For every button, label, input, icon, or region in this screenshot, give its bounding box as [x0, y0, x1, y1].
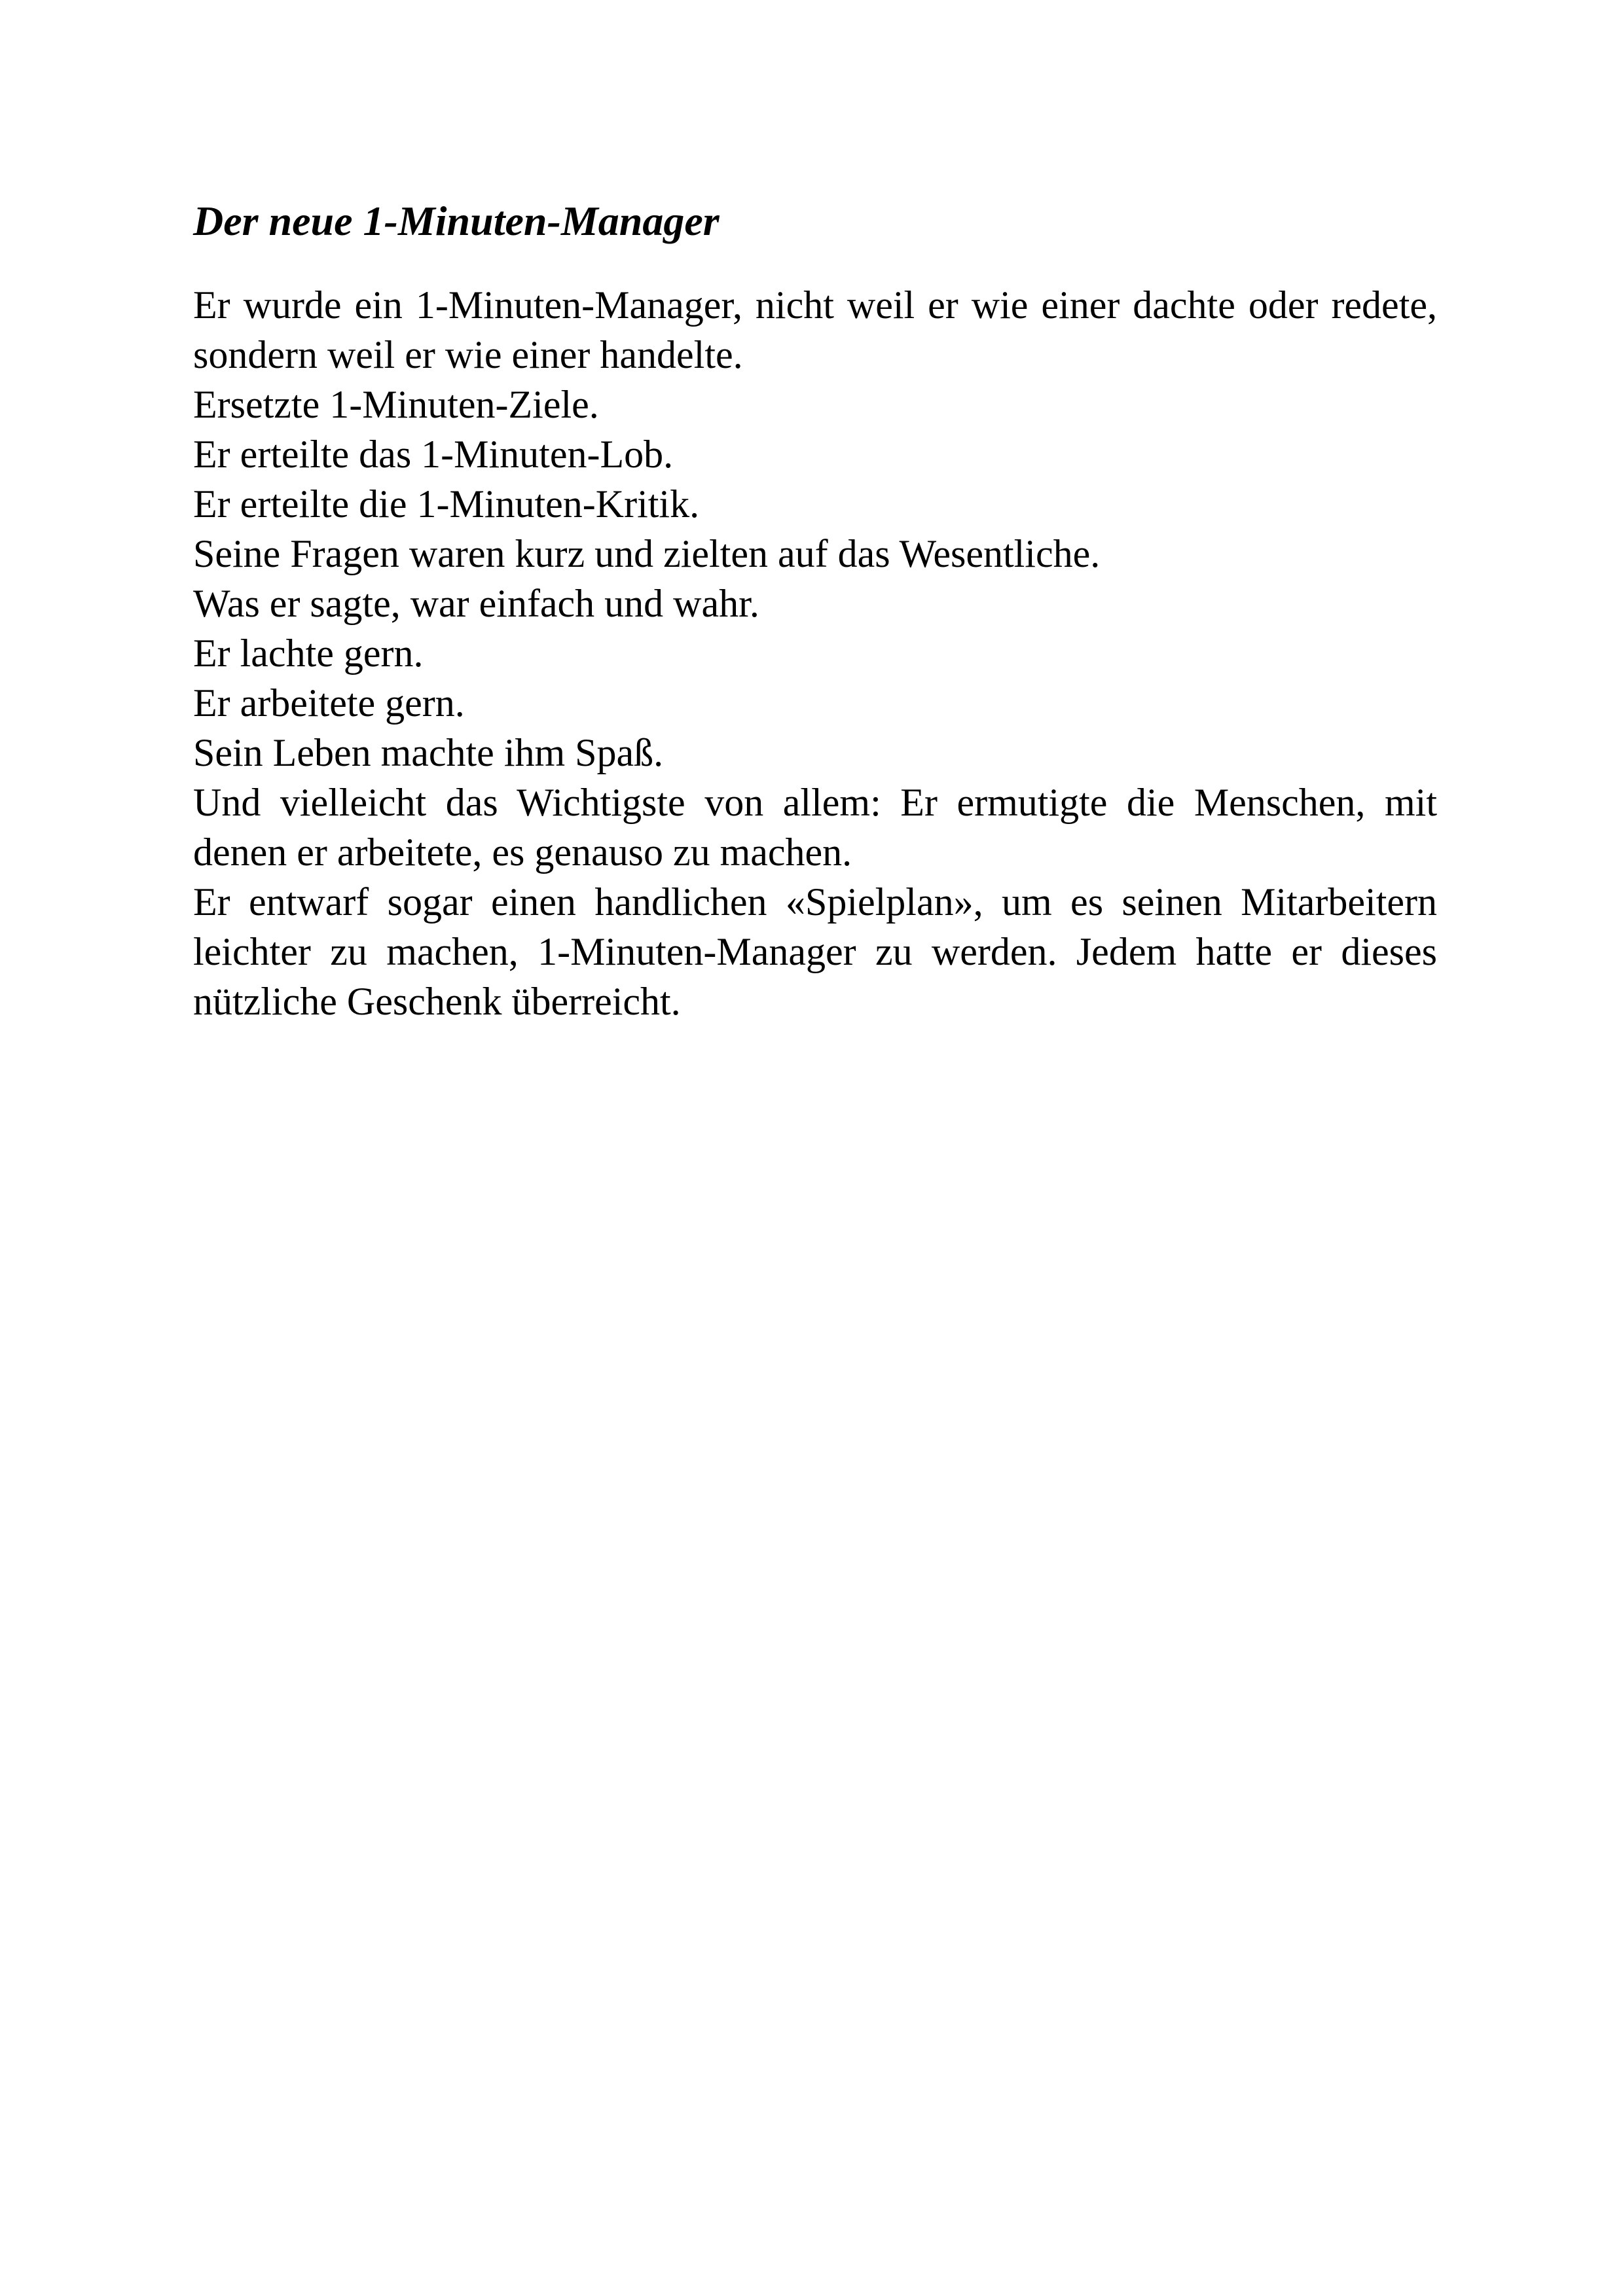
document-body: [193, 280, 1437, 1026]
text-line-laugh: Er lachte gern.: [193, 632, 424, 675]
text-line-praise: Er erteilte das 1-Minuten-Lob.: [193, 433, 674, 476]
paragraph-intro: Er wurde ein 1-Minuten-Manager, nicht weil er wie einer dachte oder redete, sondern weil er wie einer handelte.: [193, 283, 1437, 376]
text-line-speech: Was er sagte, war einfach und wahr.: [193, 582, 759, 625]
document-content: [193, 195, 1437, 1026]
paragraph-game-plan: Er entwarf sogar einen handlichen «Spielplan», um es seinen Mitarbeitern leichter zu machen, 1-Minuten-Manager zu werden. Jedem hatte er dieses nützliche Geschenk überreicht.: [193, 880, 1437, 1023]
text-line-life: Sein Leben machte ihm Spaß.: [193, 731, 664, 774]
paragraph-encouragement: Und vielleicht das Wichtigste von allem: Er ermutigte die Menschen, mit denen er arbeitete, es genauso zu machen.: [193, 781, 1437, 874]
text-line-goals: Ersetzte 1-Minuten-Ziele.: [193, 383, 599, 426]
document-title: Der neue 1-Minuten-Manager: [193, 198, 720, 244]
text-line-work: Er arbeitete gern.: [193, 681, 465, 725]
text-line-questions: Seine Fragen waren kurz und zielten auf das Wesentliche.: [193, 532, 1101, 575]
text-line-criticism: Er erteilte die 1-Minuten-Kritik.: [193, 482, 700, 526]
